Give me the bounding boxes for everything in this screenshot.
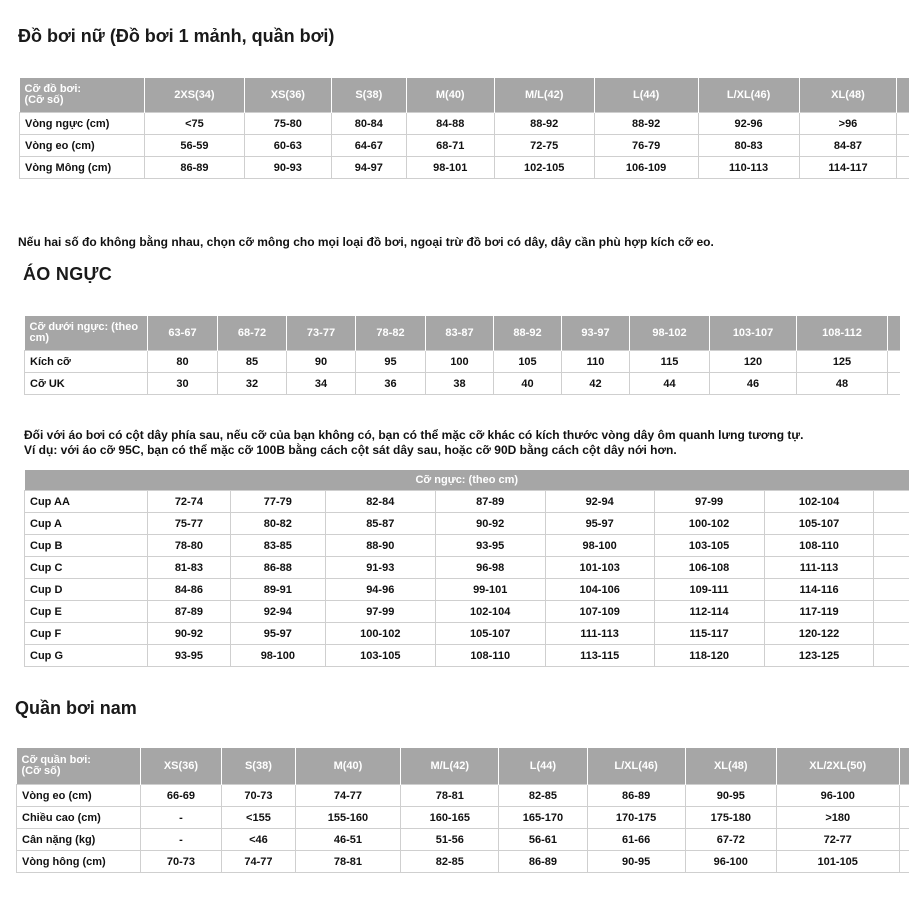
table-cell: 170-175: [587, 807, 685, 829]
table-cell: 80-84: [331, 113, 406, 135]
table-cell: 94-97: [331, 157, 406, 179]
table-cell: 70-73: [222, 785, 295, 807]
bra-section-title: ÁO NGỰC: [23, 264, 113, 284]
table-cell: 86-88: [230, 557, 325, 579]
table-cell: 95: [356, 351, 426, 373]
table-cell: [899, 785, 909, 807]
row-label: Cup E: [25, 601, 148, 623]
column-header: [897, 78, 909, 113]
table-cell: 82-85: [401, 851, 499, 873]
table-cell: [897, 135, 909, 157]
table-cell: 106-109: [594, 157, 698, 179]
table-cell: 32: [218, 373, 287, 395]
table-cell: 112-114: [654, 601, 764, 623]
header-label: Cỡ dưới ngực: (theo cm): [25, 316, 148, 351]
table-cell: 120-122: [764, 623, 874, 645]
table-cell: 88-92: [494, 113, 594, 135]
row-label: Cup D: [25, 579, 148, 601]
table-cell: 117-119: [764, 601, 874, 623]
table-cell: [874, 557, 909, 579]
table-cell: [874, 645, 909, 667]
column-header: M/L(42): [494, 78, 594, 113]
table-cell: 51-56: [401, 829, 499, 851]
table-row: [17, 807, 909, 829]
table-cell: 97-99: [654, 491, 764, 513]
column-header: M(40): [406, 78, 494, 113]
table-cell: 109-111: [654, 579, 764, 601]
men-swim-trunks-title: Quần bơi nam: [15, 698, 137, 718]
table-cell: 76-79: [594, 135, 698, 157]
table-cell: 95-97: [230, 623, 325, 645]
table-cell: 38: [426, 373, 494, 395]
table-cell: 103-105: [654, 535, 764, 557]
table-cell: <155: [222, 807, 295, 829]
table-cell: 98-101: [406, 157, 494, 179]
table-cell: 42: [562, 373, 630, 395]
table-row: [20, 135, 909, 157]
table-cell: 110-113: [698, 157, 799, 179]
table-cell: 99-101: [435, 579, 545, 601]
row-label: Vòng Mông (cm): [20, 157, 145, 179]
column-header: 88-92: [494, 316, 562, 351]
table-cell: 78-81: [295, 851, 401, 873]
table-cell: 101-105: [776, 851, 899, 873]
row-label: Cup AA: [25, 491, 148, 513]
table-cell: 113-115: [545, 645, 654, 667]
table-cell: 72-74: [147, 491, 230, 513]
row-label: Vòng hông (cm): [17, 851, 141, 873]
table-cell: 100: [426, 351, 494, 373]
table-cell: 102-104: [764, 491, 874, 513]
table-cell: 100-102: [654, 513, 764, 535]
column-header: 68-72: [218, 316, 287, 351]
table-cell: 107-109: [545, 601, 654, 623]
table-cell: 48: [797, 373, 888, 395]
table-cell: 74-77: [295, 785, 401, 807]
cup-table-header: Cỡ ngực: (theo cm): [25, 470, 909, 491]
table-cell: 111-113: [545, 623, 654, 645]
table-cell: 82-84: [325, 491, 435, 513]
table-cell: 82-85: [499, 785, 587, 807]
row-label: Cup G: [25, 645, 148, 667]
table-cell: 88-92: [594, 113, 698, 135]
table-cell: 61-66: [587, 829, 685, 851]
table-cell: 90-95: [685, 785, 776, 807]
table-cell: 90-92: [147, 623, 230, 645]
table-cell: 80-82: [230, 513, 325, 535]
row-label: Cân nặng (kg): [17, 829, 141, 851]
table-row: [17, 851, 909, 873]
table-cell: 84-87: [799, 135, 897, 157]
table-cell: 80: [148, 351, 218, 373]
table-cell: 86-89: [587, 785, 685, 807]
table-cell: 160-165: [401, 807, 499, 829]
table-cell: 106-108: [654, 557, 764, 579]
hip-size-note: Nếu hai số đo không bằng nhau, chọn cỡ mông cho mọi loại đồ bơi, ngoại trừ đồ bơi có dây, dây cần phù hợp kích cỡ eo.: [18, 235, 714, 249]
table-cell: 46-51: [295, 829, 401, 851]
table-cell: 64-67: [331, 135, 406, 157]
column-header: M(40): [295, 748, 401, 785]
table-cell: 118-120: [654, 645, 764, 667]
header-label: Cỡ đồ bơi: (Cỡ số): [20, 78, 145, 113]
table-row: [17, 785, 909, 807]
men-size-table: [16, 748, 909, 873]
table-cell: 108-110: [435, 645, 545, 667]
table-cell: 81-83: [147, 557, 230, 579]
table-cell: 70-73: [140, 851, 221, 873]
women-swimwear-title: Đồ bơi nữ (Đồ bơi 1 mảnh, quần bơi): [18, 26, 335, 46]
table-cell: 56-61: [499, 829, 587, 851]
table-cell: [874, 491, 909, 513]
column-header: 83-87: [426, 316, 494, 351]
table-cell: [899, 851, 909, 873]
table-cell: 60-63: [244, 135, 331, 157]
row-label: Cup B: [25, 535, 148, 557]
column-header: 73-77: [287, 316, 356, 351]
table-cell: 78-81: [401, 785, 499, 807]
table-cell: 90: [287, 351, 356, 373]
table-cell: 75-80: [244, 113, 331, 135]
table-cell: [874, 535, 909, 557]
table-cell: 98-100: [545, 535, 654, 557]
table-cell: 86-89: [499, 851, 587, 873]
column-header: L(44): [499, 748, 587, 785]
column-header: S(38): [331, 78, 406, 113]
table-cell: 86-89: [144, 157, 244, 179]
tie-back-note: [24, 428, 803, 458]
row-label: Cỡ UK: [25, 373, 148, 395]
table-cell: [874, 601, 909, 623]
column-header: 98-102: [630, 316, 710, 351]
table-cell: 114-117: [799, 157, 897, 179]
table-cell: 84-86: [147, 579, 230, 601]
column-header: L/XL(46): [587, 748, 685, 785]
table-cell: 105-107: [435, 623, 545, 645]
table-row: [20, 157, 909, 179]
table-cell: 46: [710, 373, 797, 395]
table-cell: 123-125: [764, 645, 874, 667]
column-header: L(44): [594, 78, 698, 113]
table-cell: 96-100: [776, 785, 899, 807]
table-row: [25, 535, 909, 557]
table-cell: [897, 157, 909, 179]
table-row: [25, 373, 900, 395]
table-cell: 91-93: [325, 557, 435, 579]
column-header: 93-97: [562, 316, 630, 351]
column-header: 2XS(34): [144, 78, 244, 113]
row-label: Kích cỡ: [25, 351, 148, 373]
table-cell: 110: [562, 351, 630, 373]
table-cell: 125: [797, 351, 888, 373]
table-cell: 175-180: [685, 807, 776, 829]
table-row: [25, 513, 909, 535]
table-cell: 66-69: [140, 785, 221, 807]
table-cell: 101-103: [545, 557, 654, 579]
table-cell: 94-96: [325, 579, 435, 601]
table-row: [25, 601, 909, 623]
table-cell: 75-77: [147, 513, 230, 535]
column-header: [888, 316, 900, 351]
table-cell: 85-87: [325, 513, 435, 535]
table-cell: 105: [494, 351, 562, 373]
cup-size-table: [24, 470, 909, 667]
table-cell: [874, 579, 909, 601]
table-row: [25, 579, 909, 601]
table-row: [25, 623, 909, 645]
column-header: [899, 748, 909, 785]
table-cell: 36: [356, 373, 426, 395]
column-header: 78-82: [356, 316, 426, 351]
row-label: Cup F: [25, 623, 148, 645]
table-cell: 102-105: [494, 157, 594, 179]
table-cell: [897, 113, 909, 135]
table-cell: >96: [799, 113, 897, 135]
table-cell: 102-104: [435, 601, 545, 623]
table-cell: 92-96: [698, 113, 799, 135]
table-row: [25, 491, 909, 513]
table-cell: [899, 829, 909, 851]
table-cell: 104-106: [545, 579, 654, 601]
table-cell: 96-100: [685, 851, 776, 873]
column-header: 108-112: [797, 316, 888, 351]
table-cell: -: [140, 807, 221, 829]
table-cell: 68-71: [406, 135, 494, 157]
table-cell: 34: [287, 373, 356, 395]
table-cell: [899, 807, 909, 829]
table-cell: 92-94: [545, 491, 654, 513]
table-cell: 72-77: [776, 829, 899, 851]
table-cell: 97-99: [325, 601, 435, 623]
table-cell: 67-72: [685, 829, 776, 851]
table-cell: 115: [630, 351, 710, 373]
column-header: XL(48): [799, 78, 897, 113]
table-cell: 90-93: [244, 157, 331, 179]
table-cell: 120: [710, 351, 797, 373]
table-cell: <46: [222, 829, 295, 851]
table-cell: 93-95: [147, 645, 230, 667]
table-cell: 44: [630, 373, 710, 395]
table-row: [17, 829, 909, 851]
table-cell: 115-117: [654, 623, 764, 645]
table-cell: 93-95: [435, 535, 545, 557]
table-cell: >180: [776, 807, 899, 829]
table-cell: <75: [144, 113, 244, 135]
table-cell: 108-110: [764, 535, 874, 557]
table-cell: 87-89: [435, 491, 545, 513]
table-cell: 85: [218, 351, 287, 373]
table-cell: 155-160: [295, 807, 401, 829]
table-cell: 84-88: [406, 113, 494, 135]
table-cell: 89-91: [230, 579, 325, 601]
table-cell: 90-92: [435, 513, 545, 535]
table-cell: 90-95: [587, 851, 685, 873]
table-cell: [888, 373, 900, 395]
table-cell: 83-85: [230, 535, 325, 557]
column-header: XL/2XL(50): [776, 748, 899, 785]
table-cell: [874, 513, 909, 535]
table-cell: 103-105: [325, 645, 435, 667]
bra-band-table: [24, 316, 900, 395]
table-row: [20, 113, 909, 135]
table-cell: 56-59: [144, 135, 244, 157]
table-cell: 87-89: [147, 601, 230, 623]
tie-back-note-line1: Đối với áo bơi có cột dây phía sau, nếu cỡ của bạn không có, bạn có thể mặc cỡ khác có kích thước vòng dây ôm quanh lưng tương tự.: [24, 428, 804, 442]
table-cell: 88-90: [325, 535, 435, 557]
table-cell: [874, 623, 909, 645]
table-cell: 95-97: [545, 513, 654, 535]
column-header: XS(36): [244, 78, 331, 113]
table-row: [25, 557, 909, 579]
table-cell: 72-75: [494, 135, 594, 157]
column-header: L/XL(46): [698, 78, 799, 113]
table-cell: 92-94: [230, 601, 325, 623]
table-cell: [888, 351, 900, 373]
row-label: Cup C: [25, 557, 148, 579]
table-cell: 165-170: [499, 807, 587, 829]
header-label: Cỡ quần bơi: (Cỡ số): [17, 748, 141, 785]
table-cell: 40: [494, 373, 562, 395]
column-header: S(38): [222, 748, 295, 785]
table-cell: 114-116: [764, 579, 874, 601]
table-row: [25, 351, 900, 373]
table-cell: 78-80: [147, 535, 230, 557]
column-header: XL(48): [685, 748, 776, 785]
row-label: Vòng eo (cm): [17, 785, 141, 807]
table-cell: -: [140, 829, 221, 851]
table-cell: 74-77: [222, 851, 295, 873]
column-header: XS(36): [140, 748, 221, 785]
table-cell: 100-102: [325, 623, 435, 645]
tie-back-note-line2: Ví dụ: với áo cỡ 95C, bạn có thể mặc cỡ 100B bằng cách cột sát dây sau, hoặc cỡ 90D bằng cách cột dây nới hơn.: [24, 443, 677, 457]
column-header: 103-107: [710, 316, 797, 351]
column-header: 63-67: [148, 316, 218, 351]
table-row: [25, 645, 909, 667]
table-cell: 96-98: [435, 557, 545, 579]
table-cell: 77-79: [230, 491, 325, 513]
table-cell: 105-107: [764, 513, 874, 535]
row-label: Vòng eo (cm): [20, 135, 145, 157]
table-cell: 98-100: [230, 645, 325, 667]
table-cell: 111-113: [764, 557, 874, 579]
column-header: M/L(42): [401, 748, 499, 785]
row-label: Chiều cao (cm): [17, 807, 141, 829]
row-label: Cup A: [25, 513, 148, 535]
row-label: Vòng ngực (cm): [20, 113, 145, 135]
table-cell: 30: [148, 373, 218, 395]
women-size-table: [19, 78, 909, 179]
table-cell: 80-83: [698, 135, 799, 157]
